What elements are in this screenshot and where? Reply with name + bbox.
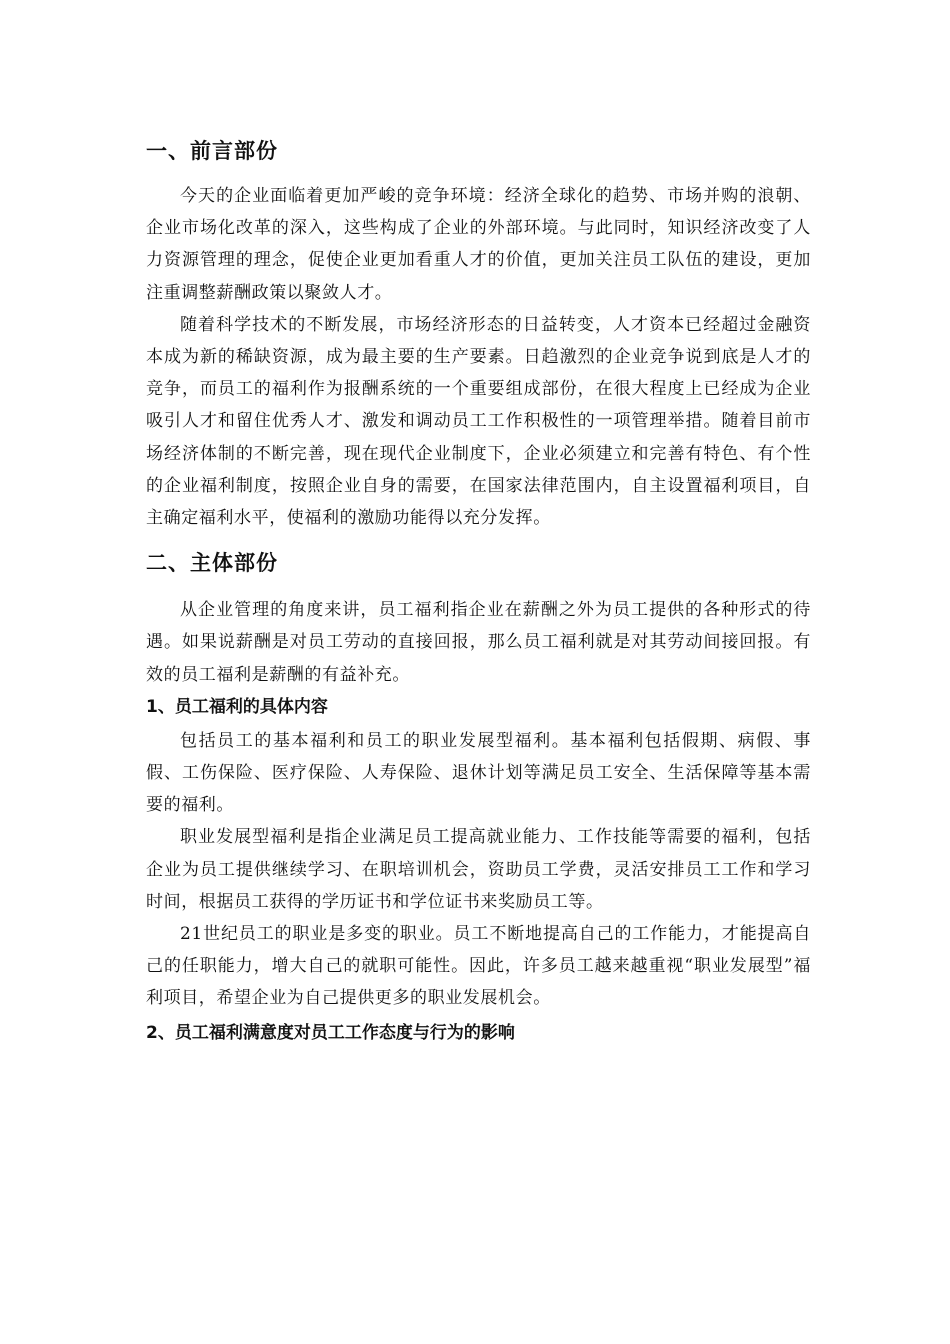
section-1-heading: 一、前言部份 [146, 139, 278, 163]
document-page [146, 132, 811, 1049]
section-2-intro-paragraph: 从企业管理的角度来讲，员工福利指企业在薪酬之外为员工提供的各种形式的待遇。如果说薪酬是对员工劳动的直接回报，那么员工福利就是对其劳动间接回报。有效的员工福利是薪酬的有益补充。 [146, 600, 811, 685]
subsection-1-heading: 1、员工福利的具体内容 [146, 696, 328, 717]
subsection-2-heading: 2、员工福利满意度对员工工作态度与行为的影响 [146, 1022, 515, 1043]
subsection-1-paragraph-2: 职业发展型福利是指企业满足员工提高就业能力、工作技能等需要的福利，包括企业为员工提供继续学习、在职培训机会，资助员工学费，灵活安排员工工作和学习时间，根据员工获得的学历证书和学位证书来奖励员工等。 [146, 827, 811, 912]
subsection-1-paragraph-3: 21世纪员工的职业是多变的职业。员工不断地提高自己的工作能力，才能提高自己的任职能力，增大自己的就职可能性。因此，许多员工越来越重视“职业发展型”福利项目，希望企业为自己提供更多的职业发展机会。 [146, 924, 811, 1009]
section-1-paragraph-2: 随着科学技术的不断发展，市场经济形态的日益转变，人才资本已经超过金融资本成为新的稀缺资源，成为最主要的生产要素。日趋激烈的企业竞争说到底是人才的竞争，而员工的福利作为报酬系统的一个重要组成部份，在很大程度上已经成为企业吸引人才和留住优秀人才、激发和调动员工工作积极性的一项管理举措。随着目前市场经济体制的不断完善，现在现代企业制度下，企业必须建立和完善有特色、有个性的企业福利制度，按照企业自身的需要，在国家法律范围内，自主设置福利项目，自主确定福利水平，使福利的激励功能得以充分发挥。 [146, 314, 811, 529]
subsection-1-paragraph-1: 包括员工的基本福利和员工的职业发展型福利。基本福利包括假期、病假、事假、工伤保险、医疗保险、人寿保险、退休计划等满足员工安全、生活保障等基本需要的福利。 [146, 730, 811, 816]
section-2-heading: 二、主体部份 [146, 551, 278, 576]
section-1-paragraph-1: 今天的企业面临着更加严峻的竞争环境：经济全球化的趋势、市场并购的浪朝、企业市场化改革的深入，这些构成了企业的外部环境。与此同时，知识经济改变了人力资源管理的理念，促使企业更加看重人才的价值，更加关注员工队伍的建设，更加注重调整薪酬政策以聚敛人才。 [146, 186, 811, 303]
